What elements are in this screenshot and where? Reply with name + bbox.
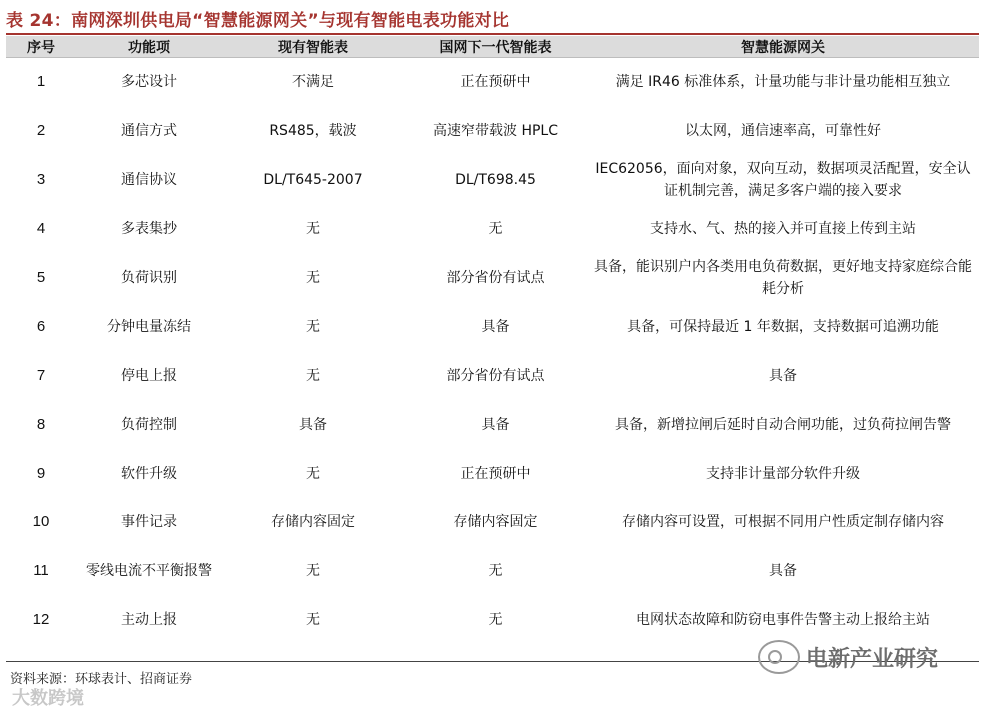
col-header-gateway: 智慧能源网关 [587, 36, 979, 58]
cell-item: 负荷识别 [121, 270, 177, 286]
cell-current: RS485，载波 [269, 123, 357, 140]
title-rule [6, 33, 979, 35]
cell-no: 4 [36, 220, 46, 238]
cell-gateway: 具备，新增拉闸后延时自动合闸功能，过负荷拉闸告警 [615, 416, 951, 433]
cell-no: 2 [36, 122, 46, 140]
cell-gateway: 具备 [769, 367, 797, 384]
cell-gateway: 支持水、气、热的接入并可直接上传到主站 [650, 221, 916, 238]
cell-current: 无 [306, 270, 320, 286]
cell-next: 无 [488, 563, 503, 580]
cell-current: DL/T645-2007 [263, 172, 363, 189]
cell-gateway: 支持非计量部分软件升级 [706, 465, 860, 482]
col-header-no: 序号 [6, 36, 76, 58]
header-row [6, 36, 979, 58]
wechat-logo-icon [758, 640, 800, 674]
cell-no: 1 [36, 73, 46, 91]
cell-next: 无 [488, 612, 503, 629]
cell-next: 部分省份有试点 [446, 367, 545, 384]
cell-next: 存储内容固定 [453, 514, 538, 531]
cell-no: 3 [36, 171, 46, 189]
cell-no: 6 [36, 317, 46, 335]
cell-current: 无 [306, 221, 320, 238]
cell-item: 多表集抄 [121, 221, 177, 238]
cell-item: 软件升级 [121, 465, 177, 482]
cell-next: 无 [488, 221, 503, 238]
cell-next: 正在预研中 [460, 74, 531, 91]
cell-item: 事件记录 [121, 514, 177, 531]
cell-current: 无 [306, 318, 320, 335]
cell-current: 无 [306, 465, 320, 482]
cell-current: 无 [306, 367, 320, 384]
cell-no: 10 [32, 513, 50, 531]
table-row [6, 547, 979, 596]
cell-next: 部分省份有试点 [446, 270, 545, 286]
cell-no: 12 [32, 611, 50, 629]
source-note: 资料来源：环球表计、招商证券 [10, 672, 193, 687]
cell-next: 高速窄带载波 HPLC [433, 123, 558, 140]
watermark-right-text: 电新产业研究 [806, 646, 939, 672]
cell-next: 正在预研中 [460, 465, 531, 482]
cell-next: 具备 [481, 318, 510, 335]
table-row [6, 351, 979, 400]
table-title: 表 24：南网深圳供电局“智慧能源网关”与现有智能电表功能对比 [6, 11, 510, 31]
cell-current: 存储内容固定 [271, 514, 355, 531]
cell-gateway: 以太网，通信速率高，可靠性好 [685, 123, 881, 140]
watermark-left: 大数跨境 [12, 688, 84, 709]
cell-next: 具备 [481, 416, 510, 433]
cell-gateway: 满足 IR46 标准体系，计量功能与非计量功能相互独立 [615, 74, 951, 91]
cell-item: 分钟电量冻结 [107, 318, 191, 335]
cell-gateway: IEC62056，面向对象，双向互动，数据项灵活配置，安全认证机制完善，满足多客户端的接入要求 [595, 161, 971, 200]
cell-no: 7 [36, 366, 46, 384]
cell-no: 5 [36, 269, 46, 286]
cell-no: 11 [33, 562, 49, 580]
cell-item: 主动上报 [121, 612, 177, 629]
table-row [6, 254, 979, 303]
table-row [6, 58, 979, 107]
comparison-table [6, 36, 979, 645]
table-row [6, 156, 979, 205]
cell-item: 通信方式 [121, 123, 177, 140]
cell-item: 通信协议 [121, 172, 177, 189]
watermark-right [758, 640, 938, 674]
cell-gateway: 具备，能识别户内各类用电负荷数据，更好地支持家庭综合能耗分析 [594, 259, 972, 297]
cell-no: 9 [36, 464, 46, 482]
col-header-next: 国网下一代智能表 [404, 36, 587, 58]
cell-current: 无 [306, 563, 320, 580]
cell-gateway: 具备，可保持最近 1 年数据，支持数据可追溯功能 [627, 318, 939, 335]
cell-next: DL/T698.45 [455, 172, 536, 189]
table-row [6, 107, 979, 156]
table-row [6, 302, 979, 351]
cell-gateway: 具备 [769, 563, 797, 580]
cell-gateway: 存储内容可设置，可根据不同用户性质定制存储内容 [622, 514, 944, 531]
table-row [6, 400, 979, 449]
cell-current: 不满足 [292, 74, 334, 91]
table-row [6, 449, 979, 498]
cell-current: 具备 [299, 416, 327, 433]
cell-no: 8 [36, 415, 46, 433]
cell-current: 无 [306, 612, 320, 629]
cell-item: 多芯设计 [121, 74, 177, 91]
col-header-current: 现有智能表 [222, 36, 404, 58]
cell-gateway: 电网状态故障和防窃电事件告警主动上报给主站 [636, 612, 930, 629]
table-row [6, 498, 979, 547]
table-row [6, 596, 979, 645]
col-header-item: 功能项 [76, 36, 222, 58]
table-row [6, 205, 979, 254]
cell-item: 停电上报 [121, 367, 177, 384]
cell-item: 负荷控制 [121, 416, 177, 433]
cell-item: 零线电流不平衡报警 [86, 563, 212, 580]
